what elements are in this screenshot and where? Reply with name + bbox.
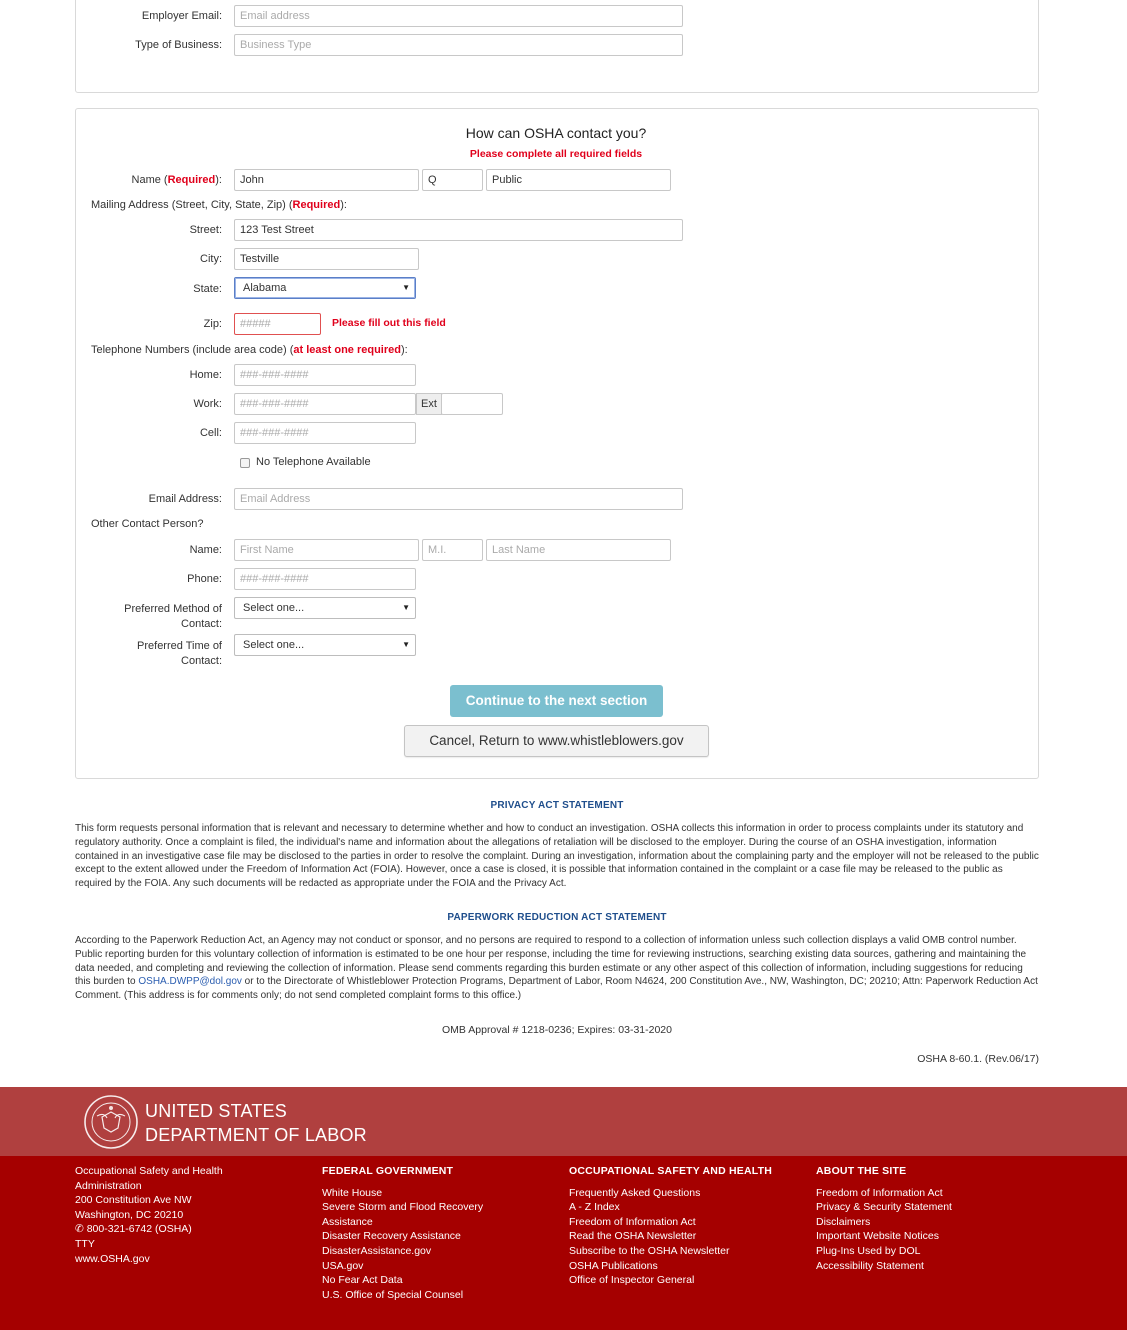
footer-col-about-title: ABOUT THE SITE [816, 1165, 907, 1177]
footer-link[interactable]: Freedom of Information Act [569, 1215, 696, 1228]
work-ext-input[interactable] [441, 393, 503, 415]
dwpp-email-link[interactable]: OSHA.DWPP@dol.gov [138, 976, 242, 988]
email-address-input[interactable] [234, 488, 683, 510]
business-type-input[interactable] [234, 34, 683, 56]
footer-col-osha [569, 1164, 772, 1288]
footer-link[interactable]: Severe Storm and Flood Recovery [322, 1201, 484, 1214]
footer-link[interactable]: A - Z Index [569, 1201, 620, 1214]
zip-input[interactable] [234, 313, 321, 335]
middle-initial-input[interactable] [422, 169, 483, 191]
footer-link[interactable]: Freedom of Information Act [816, 1186, 943, 1199]
employer-email-label: Employer Email: [141, 10, 222, 22]
preferred-time-select[interactable] [234, 634, 416, 656]
zip-error-message: Please fill out this field [332, 317, 446, 329]
chevron-down-icon: ▼ [402, 603, 410, 612]
home-phone-input[interactable] [234, 364, 416, 386]
form-number: OSHA 8-60.1. (Rev.06/17) [917, 1053, 1039, 1065]
omb-approval: OMB Approval # 1218-0236; Expires: 03-31-2020 [442, 1024, 672, 1036]
footer-link[interactable]: OSHA Publications [569, 1259, 658, 1272]
phone-icon: ✆ [75, 1223, 87, 1236]
other-mi-input[interactable] [422, 539, 483, 561]
email-address-label: Email Address: [148, 493, 222, 505]
dol-seal-icon [83, 1094, 139, 1150]
state-select-value: Alabama [243, 282, 287, 294]
footer-brand[interactable]: UNITED STATES DEPARTMENT OF LABOR [145, 1101, 367, 1145]
footer-link[interactable]: Frequently Asked Questions [569, 1186, 701, 1199]
cell-phone-label: Cell: [199, 427, 222, 439]
other-name-label: Name: [189, 544, 222, 556]
continue-button[interactable]: Continue to the next section [450, 685, 663, 717]
preferred-method-value: Select one... [243, 602, 305, 614]
other-phone-input[interactable] [234, 568, 416, 590]
footer-link[interactable]: Important Website Notices [816, 1230, 939, 1243]
name-label: Name (Required): [131, 174, 222, 186]
chevron-down-icon: ▼ [402, 640, 410, 649]
footer-link[interactable]: Accessibility Statement [816, 1259, 924, 1272]
last-name-input[interactable] [486, 169, 671, 191]
other-contact-label: Other Contact Person? [91, 518, 204, 530]
privacy-act-title: PRIVACY ACT STATEMENT [490, 800, 624, 811]
footer-link[interactable]: Disaster Recovery Assistance [322, 1230, 461, 1243]
cancel-button[interactable]: Cancel, Return to www.whistleblowers.gov [404, 725, 709, 757]
mailing-address-label: Mailing Address (Street, City, State, Zip) (Required): [91, 199, 347, 211]
ext-addon: Ext [416, 393, 442, 415]
footer-link[interactable]: Subscribe to the OSHA Newsletter [569, 1244, 730, 1257]
required-fields-note: Please complete all required fields [469, 148, 643, 160]
osha-website-link[interactable]: www.OSHA.gov [75, 1252, 150, 1265]
cell-phone-input[interactable] [234, 422, 416, 444]
footer-link[interactable]: Read the OSHA Newsletter [569, 1230, 697, 1243]
employer-email-input[interactable] [234, 5, 683, 27]
city-input[interactable] [234, 248, 419, 270]
state-label: State: [193, 283, 222, 295]
state-select[interactable] [234, 277, 416, 299]
privacy-act-text: This form requests personal information that is relevant and necessary to determine whether and how to conduct an investigation. OSHA collects this information in order to process complaints under its statutory and regulatory authority. Once a complaint is filed, the individual's name and information about the allegations of retaliation will be disclosed to the employer. During the course of an OSHA investigation, information contained in an investigative case file may be disclosed to the parties in order to resolve the complaint. During an investigation, information about the complaining party and the employer will not be released to the public except to the extent allowed under the Freedom of Information Act (FOIA). However, once a case is closed, it is possible that information contained in the complaint or a case file may be released to the public as required by the FOIA. Any such documents will be redacted as appropriate under the FOIA and the Privacy Act. [75, 823, 1039, 890]
footer-link[interactable]: White House [322, 1186, 383, 1199]
city-label: City: [200, 253, 222, 265]
footer-link[interactable]: Assistance [322, 1215, 373, 1228]
footer-col-about [816, 1164, 952, 1273]
footer-col-federal-title: FEDERAL GOVERNMENT [322, 1165, 454, 1177]
footer-link[interactable]: Privacy & Security Statement [816, 1201, 952, 1214]
street-label: Street: [189, 224, 222, 236]
footer-link[interactable]: Office of Inspector General [569, 1274, 695, 1287]
chevron-down-icon: ▼ [402, 283, 410, 292]
footer-link[interactable]: Disclaimers [816, 1215, 871, 1228]
contact-heading: How can OSHA contact you? [465, 125, 647, 141]
footer-address: Occupational Safety and Health Administration 200 Constitution Ave NW Washington, DC 20210 ✆ 800-321-6742 (OSHA) TTY www.OSHA.gov [75, 1165, 223, 1265]
street-input[interactable] [234, 219, 683, 241]
business-type-label: Type of Business: [135, 39, 222, 51]
telephone-label: Telephone Numbers (include area code) (at least one required): [91, 344, 408, 356]
no-telephone-label: No Telephone Available [256, 456, 371, 468]
footer-link[interactable]: No Fear Act Data [322, 1274, 403, 1287]
no-telephone-checkbox[interactable] [240, 458, 250, 468]
footer-link[interactable]: U.S. Office of Special Counsel [322, 1288, 464, 1301]
footer-col-federal [322, 1164, 483, 1302]
other-last-name-input[interactable] [486, 539, 671, 561]
zip-label: Zip: [203, 318, 222, 330]
preferred-method-label: Preferred Method of Contact: [124, 603, 222, 630]
work-phone-label: Work: [193, 398, 222, 410]
preferred-time-label: Preferred Time of Contact: [137, 640, 222, 667]
footer-link[interactable]: Plug-Ins Used by DOL [816, 1244, 921, 1257]
other-phone-label: Phone: [187, 573, 222, 585]
first-name-input[interactable] [234, 169, 419, 191]
preferred-method-select[interactable] [234, 597, 416, 619]
paperwork-act-title: PAPERWORK REDUCTION ACT STATEMENT [447, 912, 667, 923]
footer-col-osha-title: OCCUPATIONAL SAFETY AND HEALTH [569, 1165, 772, 1177]
other-first-name-input[interactable] [234, 539, 419, 561]
preferred-time-value: Select one... [243, 639, 305, 651]
paperwork-act-text: According to the Paperwork Reduction Act, an Agency may not conduct or sponsor, and no persons are required to respond to a collection of information unless such collection displays a valid OMB control number. Public reporting burden for this voluntary collection of information is estimated to be one hour per response, including the time for reviewing instructions, searching existing data sources, gathering and maintaining the data needed, and completing and reviewing the collection of information. Please send comments regarding this burden estimate or any other aspect of this collection of information, including suggestions for reducing this burden to OSHA.DWPP@dol.gov or to the Directorate of Whistleblower Protection Programs, Department of Labor, Room N4624, 200 Constitution Ave., NW, Washington, DC; 20210; Attn: Paperwork Reduction Act Comment. (This address is for comments only; do not send completed complaint forms to this office.) [75, 935, 1038, 1002]
footer-link[interactable]: USA.gov [322, 1259, 364, 1272]
home-phone-label: Home: [189, 369, 222, 381]
footer-link[interactable]: DisasterAssistance.gov [322, 1244, 432, 1257]
work-phone-input[interactable] [234, 393, 416, 415]
